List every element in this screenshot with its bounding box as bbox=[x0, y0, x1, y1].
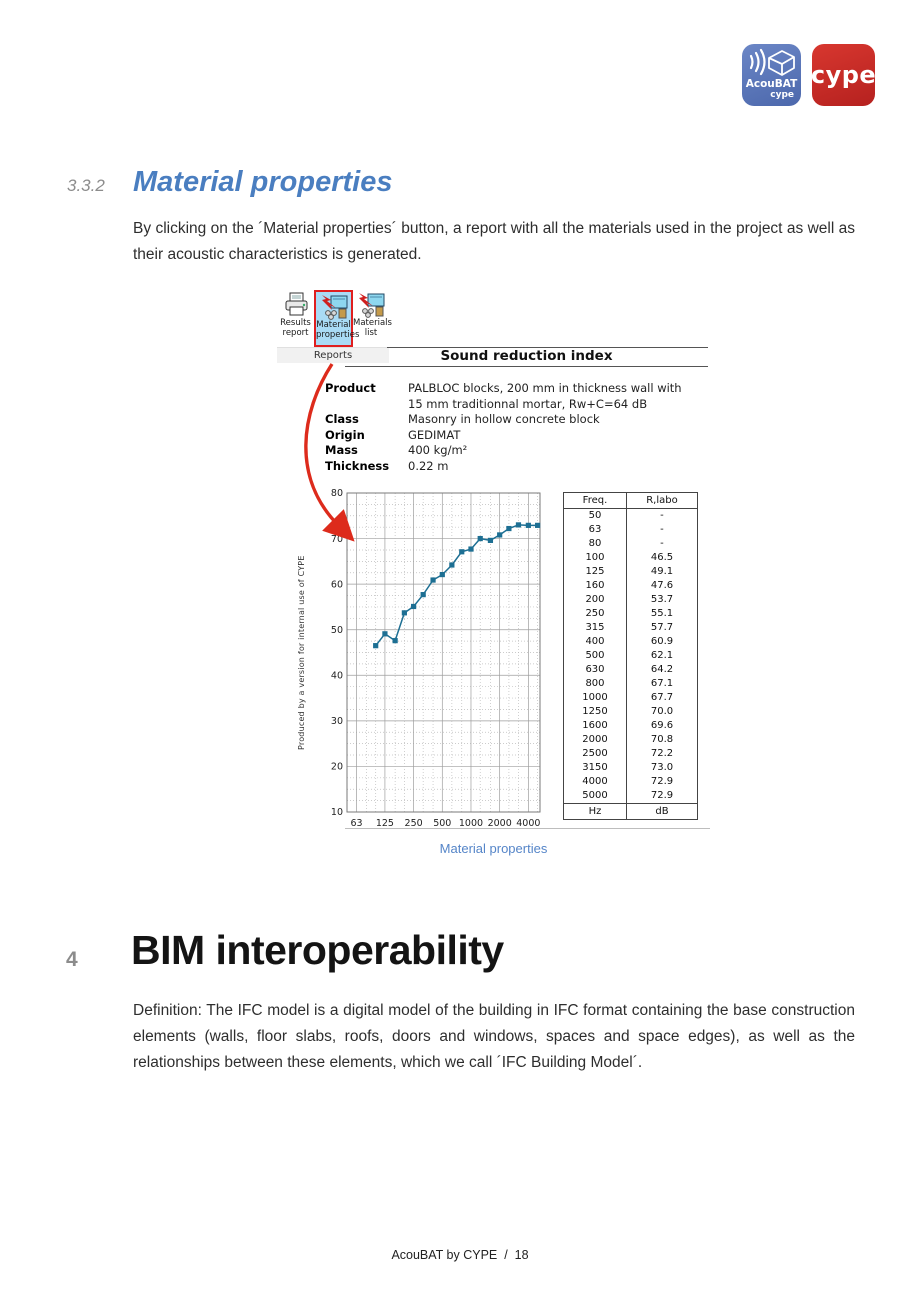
table-row bbox=[564, 677, 698, 691]
table-cell: 250 bbox=[585, 608, 605, 619]
unit-hz: Hz bbox=[564, 804, 627, 820]
reports-group-label: Reports bbox=[277, 347, 389, 363]
table-row bbox=[564, 761, 698, 775]
material-properties-label-2: properties bbox=[316, 330, 360, 340]
field-value: Masonry in hollow concrete block bbox=[408, 412, 600, 426]
table-row bbox=[564, 691, 698, 705]
table-cell: 630 bbox=[585, 664, 605, 675]
field-thickness bbox=[325, 459, 697, 475]
svg-text:10: 10 bbox=[330, 807, 343, 819]
field-label: Thickness bbox=[325, 458, 390, 473]
table-cell: 500 bbox=[585, 650, 605, 661]
figure-bottom-rule bbox=[345, 828, 710, 829]
materials-list-label-1: Materials bbox=[353, 318, 392, 328]
definition-paragraph: Definition: The IFC model is a digital model of the building in IFC format containing the base construction elements (walls, floor slabs, roofs, doors and windows, spaces and space edges), as well as the relationships between these elements, which we call ´IFC Building Model´. bbox=[133, 1002, 855, 1071]
sound-reduction-chart bbox=[297, 485, 547, 830]
materials-list-label-2: list bbox=[364, 328, 378, 338]
svg-text:40: 40 bbox=[330, 670, 343, 682]
chart-area bbox=[297, 485, 547, 830]
table-cell: 53.7 bbox=[626, 593, 697, 607]
field-value: GEDIMAT bbox=[408, 427, 461, 442]
svg-text:4000: 4000 bbox=[516, 818, 541, 829]
table-cell: - bbox=[626, 523, 697, 537]
printer-icon bbox=[281, 292, 311, 318]
table-cell: 800 bbox=[585, 678, 605, 689]
table-row bbox=[564, 789, 698, 804]
field-origin bbox=[325, 428, 697, 444]
table-cell: 3150 bbox=[582, 762, 608, 773]
table-row bbox=[564, 747, 698, 761]
table-units-row bbox=[564, 804, 698, 820]
table-cell: 73.0 bbox=[626, 761, 697, 775]
table-cell: 70.8 bbox=[626, 733, 697, 747]
material-properties-figure bbox=[277, 290, 710, 835]
results-report-label-2: report bbox=[282, 328, 309, 338]
table-cell: 160 bbox=[585, 580, 605, 591]
table-cell: - bbox=[626, 537, 697, 551]
report-title: Sound reduction index bbox=[440, 348, 613, 364]
table-cell: 70.0 bbox=[626, 705, 697, 719]
table-cell: 72.9 bbox=[626, 775, 697, 789]
page-footer: AcouBAT by CYPE / 18 bbox=[391, 1248, 529, 1262]
table-row bbox=[564, 537, 698, 551]
table-row bbox=[564, 649, 698, 663]
materials-list-button bbox=[353, 290, 392, 347]
table-row bbox=[564, 705, 698, 719]
table-row bbox=[564, 523, 698, 537]
table-cell: 1250 bbox=[582, 706, 608, 717]
table-cell: 60.9 bbox=[626, 635, 697, 649]
table-row bbox=[564, 565, 698, 579]
table-cell: 72.9 bbox=[626, 789, 697, 804]
svg-text:500: 500 bbox=[433, 818, 452, 829]
report-icon bbox=[356, 292, 386, 318]
table-cell: 80 bbox=[588, 538, 602, 549]
field-label: Product bbox=[325, 381, 376, 395]
table-cell: 49.1 bbox=[626, 565, 697, 579]
table-cell: 47.6 bbox=[626, 579, 697, 593]
field-label: Class bbox=[325, 412, 359, 426]
field-product bbox=[325, 381, 697, 412]
table-cell: 63 bbox=[588, 524, 602, 535]
table-cell: 1000 bbox=[582, 692, 608, 703]
table-cell: 2000 bbox=[582, 734, 608, 745]
svg-text:80: 80 bbox=[330, 488, 343, 500]
cype-logo-text: cype bbox=[810, 61, 877, 89]
table-row bbox=[564, 593, 698, 607]
table-cell: 1600 bbox=[582, 720, 608, 731]
table-cell: 50 bbox=[588, 510, 602, 521]
section4-number: 4 bbox=[66, 948, 78, 971]
section4-title: BIM interoperability bbox=[131, 927, 504, 973]
table-row bbox=[564, 551, 698, 565]
results-report-button bbox=[277, 290, 314, 347]
results-report-label-1: Results bbox=[280, 318, 311, 328]
field-value: 400 kg/m² bbox=[408, 443, 468, 457]
svg-text:20: 20 bbox=[330, 761, 343, 773]
table-cell: 2500 bbox=[582, 748, 608, 759]
svg-text:1000: 1000 bbox=[458, 818, 484, 829]
svg-text:63: 63 bbox=[350, 818, 363, 829]
table-cell: 4000 bbox=[582, 776, 608, 787]
table-cell: 64.2 bbox=[626, 663, 697, 677]
svg-text:60: 60 bbox=[330, 579, 343, 591]
table-row bbox=[564, 509, 698, 524]
section-title: Material properties bbox=[133, 166, 393, 198]
svg-text:70: 70 bbox=[330, 533, 343, 545]
acoubat-logo bbox=[742, 44, 801, 106]
table-cell: 46.5 bbox=[626, 551, 697, 565]
col-header-rlabo: R,labo bbox=[626, 493, 697, 509]
table-cell: 5000 bbox=[582, 790, 608, 801]
material-properties-label-1: Material bbox=[316, 320, 351, 330]
svg-text:2000: 2000 bbox=[487, 818, 512, 829]
table-row bbox=[564, 579, 698, 593]
svg-text:250: 250 bbox=[404, 818, 423, 829]
svg-text:125: 125 bbox=[375, 818, 394, 829]
table-row bbox=[564, 663, 698, 677]
acoubat-logo-text: AcouBAT bbox=[745, 78, 798, 90]
svg-text:50: 50 bbox=[330, 624, 343, 636]
field-value: PALBLOC blocks, 200 mm in thickness wall with 15 mm traditionnal mortar, Rw+C=64 dB bbox=[408, 381, 682, 411]
table-cell: 55.1 bbox=[626, 607, 697, 621]
table-cell: 57.7 bbox=[626, 621, 697, 635]
report-icon bbox=[319, 294, 349, 320]
table-row bbox=[564, 733, 698, 747]
field-class bbox=[325, 412, 697, 428]
table-row bbox=[564, 635, 698, 649]
table-cell: 315 bbox=[585, 622, 605, 633]
col-header-freq: Freq. bbox=[564, 493, 627, 509]
table-cell: 62.1 bbox=[626, 649, 697, 663]
cype-logo bbox=[812, 44, 875, 106]
table-header-row bbox=[564, 493, 698, 509]
field-mass bbox=[325, 443, 697, 459]
table-cell: 400 bbox=[585, 636, 605, 647]
svg-text:30: 30 bbox=[330, 716, 343, 728]
table-row bbox=[564, 719, 698, 733]
table-cell: 67.1 bbox=[626, 677, 697, 691]
field-value: 0.22 m bbox=[408, 458, 449, 473]
table-cell: 100 bbox=[585, 552, 605, 563]
table-cell: 67.7 bbox=[626, 691, 697, 705]
section-number: 3.3.2 bbox=[67, 176, 105, 195]
table-cell: 72.2 bbox=[626, 747, 697, 761]
table-cell: 69.6 bbox=[626, 719, 697, 733]
figure-caption: Material properties bbox=[439, 841, 548, 856]
field-label: Origin bbox=[325, 427, 365, 442]
table-row bbox=[564, 607, 698, 621]
field-label: Mass bbox=[325, 443, 358, 457]
intro-paragraph: By clicking on the ´Material properties´ button, a report with all the materials used in the project as well as their acoustic characteristics is generated. bbox=[133, 220, 855, 263]
product-fields bbox=[325, 381, 697, 474]
material-properties-button bbox=[314, 290, 360, 347]
watermark-side-note: Produced by a version for internal use of CYPE bbox=[297, 555, 306, 750]
frequency-table bbox=[563, 492, 698, 820]
table-cell: - bbox=[626, 509, 697, 524]
table-cell: 200 bbox=[585, 594, 605, 605]
table-cell: 125 bbox=[585, 566, 605, 577]
acoubat-logo-subtext: cype bbox=[770, 90, 794, 100]
table-row bbox=[564, 775, 698, 789]
unit-db: dB bbox=[626, 804, 697, 820]
table-row bbox=[564, 621, 698, 635]
title-rule-bottom bbox=[345, 366, 708, 367]
